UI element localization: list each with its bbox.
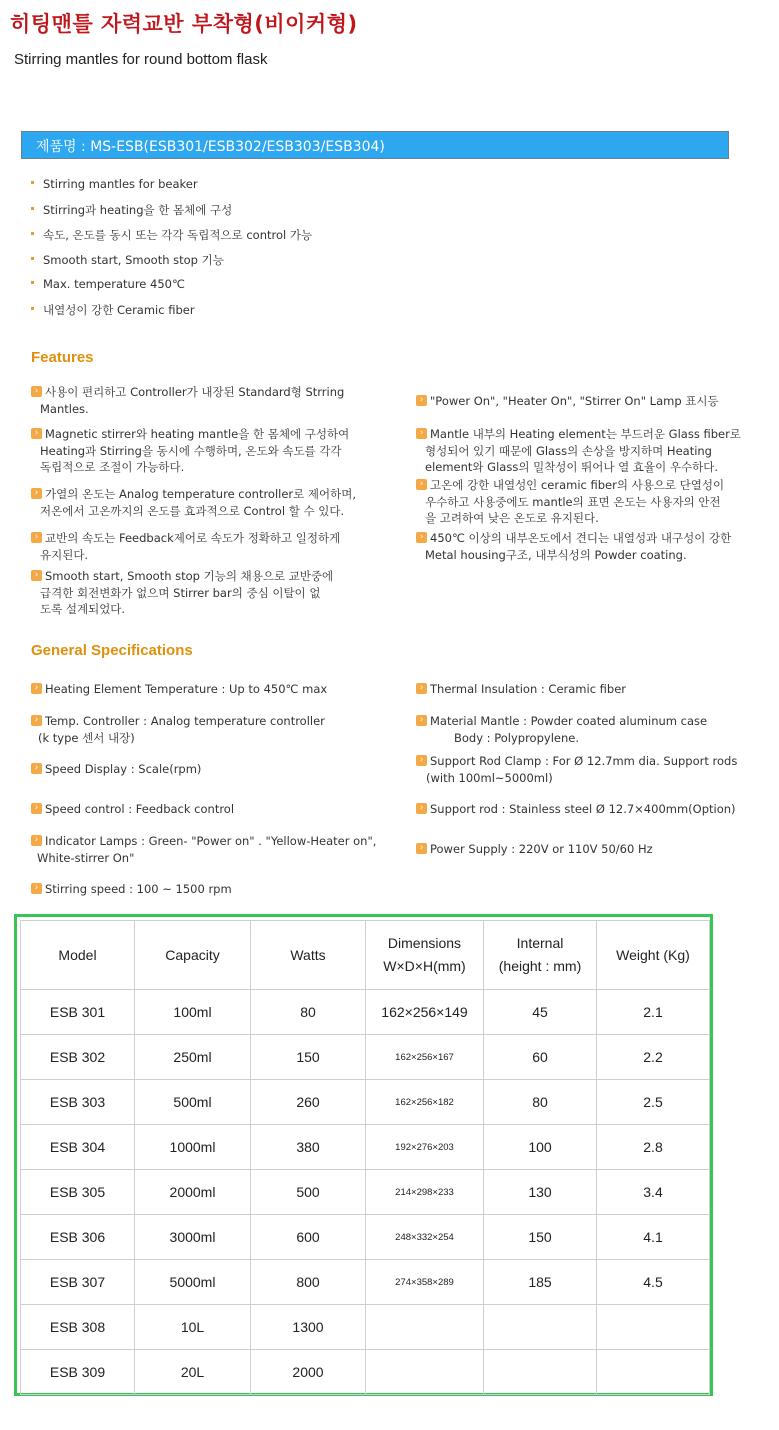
feature-item-line — [31, 443, 361, 460]
feature-item-line — [416, 510, 746, 527]
arrow-icon: › — [31, 488, 42, 499]
feature-item-line — [31, 384, 361, 401]
spec-item-text: Thermal Insulation : Ceramic fiber — [430, 682, 627, 696]
spec-item — [31, 833, 376, 866]
spec-item-line — [416, 841, 653, 858]
table-row — [21, 1035, 710, 1080]
column-header — [135, 921, 251, 990]
bullet-item — [31, 202, 232, 218]
feature-item-text: Mantles. — [40, 401, 89, 416]
spec-item — [416, 713, 707, 746]
table-cell — [484, 1305, 597, 1350]
feature-item-text: Smooth start, Smooth stop 기능의 채용으로 교반중에 — [45, 569, 334, 583]
feature-item — [31, 568, 361, 618]
feature-item-text: 고온에 강한 내열성인 ceramic fiber의 사용으로 단열성이 — [430, 478, 725, 492]
feature-item-line — [31, 585, 361, 602]
arrow-icon: › — [416, 683, 427, 694]
feature-item-line — [416, 547, 746, 564]
column-header — [251, 921, 366, 990]
spec-item-line — [31, 713, 325, 730]
model-name: 제품명 : MS-ESB(ESB301/ESB302/ESB303/ESB304) — [36, 139, 385, 155]
feature-item-line — [416, 530, 746, 547]
table-body — [21, 990, 710, 1395]
table-cell: 600 — [251, 1215, 366, 1260]
spec-table-frame — [14, 914, 713, 1396]
table-cell: 185 — [484, 1260, 597, 1305]
arrow-icon: › — [31, 835, 42, 846]
spec-item-text: Indicator Lamps : Green- "Power on" . "Yellow-Heater on", — [45, 834, 377, 848]
bullet-text: Stirring mantles for beaker — [43, 177, 198, 191]
bullet-item — [31, 252, 224, 268]
table-row — [21, 1080, 710, 1125]
spec-item-text: Speed Display : Scale(rpm) — [45, 762, 202, 776]
table-cell: ESB 306 — [21, 1215, 135, 1260]
spec-item-line — [31, 801, 234, 818]
arrow-icon: › — [31, 803, 42, 814]
arrow-icon: › — [31, 763, 42, 774]
table-cell — [366, 1350, 484, 1395]
arrow-icon: › — [31, 570, 42, 581]
arrow-icon: › — [416, 395, 427, 406]
bullet-dot — [31, 281, 34, 284]
table-cell: ESB 304 — [21, 1125, 135, 1170]
column-header — [597, 921, 710, 990]
arrow-icon: › — [416, 532, 427, 543]
table-cell: 162×256×167 — [366, 1035, 484, 1080]
table-row — [21, 1350, 710, 1395]
spec-item-text: Heating Element Temperature : Up to 450℃ max — [45, 682, 328, 696]
feature-item-line — [416, 426, 746, 443]
spec-table — [20, 920, 710, 1395]
spec-item-line — [416, 713, 707, 730]
spec-item-text: Temp. Controller : Analog temperature controller — [45, 714, 325, 728]
feature-item-text: 급격한 회전변화가 없으며 Stirrer bar의 중심 이탈이 없 — [40, 585, 321, 600]
table-cell: 150 — [484, 1215, 597, 1260]
bullet-item — [31, 302, 195, 318]
feature-item-text: 교반의 속도는 Feedback제어로 속도가 정확하고 일정하게 — [45, 531, 341, 545]
spec-item — [31, 801, 234, 818]
table-cell: 162×256×182 — [366, 1080, 484, 1125]
feature-item-text: 가열의 온도는 Analog temperature controller로 제어하며, — [45, 487, 357, 501]
bullet-dot — [31, 257, 34, 260]
feature-item-text: element와 Glass의 밀착성이 뛰어나 열 효율이 우수하다. — [425, 460, 718, 474]
table-row — [21, 1260, 710, 1305]
table-cell: ESB 307 — [21, 1260, 135, 1305]
table-cell — [597, 1305, 710, 1350]
spec-item-line — [31, 833, 376, 850]
feature-item-text: 450℃ 이상의 내부온도에서 견디는 내열성과 내구성이 강한 — [430, 531, 732, 545]
bullet-text: Stirring과 heating을 한 몸체에 구성 — [43, 203, 233, 217]
spec-item — [31, 881, 232, 898]
spec-item-line — [416, 753, 737, 770]
spec-item — [416, 681, 626, 698]
table-cell: 150 — [251, 1035, 366, 1080]
feature-item-line — [31, 401, 361, 418]
feature-item-text: Heating과 Stirring을 동시에 수행하며, 온도와 속도를 각각 — [40, 443, 342, 458]
bullet-text: Smooth start, Smooth stop 기능 — [43, 253, 224, 267]
specs-heading: General Specifications — [31, 642, 193, 659]
feature-item-line — [416, 393, 746, 410]
feature-item — [31, 486, 361, 519]
column-header — [366, 921, 484, 990]
table-cell — [597, 1350, 710, 1395]
feature-item-text: 형성되어 있기 때문에 Glass의 손상을 방지하며 Heating — [425, 443, 712, 458]
bullet-text: 내열성이 강한 Ceramic fiber — [43, 303, 195, 317]
column-header-text: Model — [58, 946, 97, 963]
spec-item-line — [31, 761, 201, 778]
table-cell: 1000ml — [135, 1125, 251, 1170]
table-cell: 100 — [484, 1125, 597, 1170]
model-name-bar — [21, 131, 729, 159]
table-cell: 162×256×149 — [366, 990, 484, 1035]
spec-item — [416, 841, 653, 858]
arrow-icon: › — [416, 479, 427, 490]
feature-item-line — [31, 486, 361, 503]
column-header-text: Watts — [290, 946, 326, 963]
feature-item-text: 도록 설계되었다. — [40, 602, 126, 616]
feature-item-text: 독립적으로 조절이 가능하다. — [40, 460, 185, 474]
bullet-dot — [31, 207, 34, 210]
spec-item-line — [31, 881, 232, 898]
table-cell: 250ml — [135, 1035, 251, 1080]
spec-item-line — [31, 730, 325, 747]
spec-item-text: Speed control : Feedback control — [45, 802, 235, 816]
spec-item — [416, 753, 737, 786]
spec-item-line — [31, 681, 327, 698]
feature-item — [416, 426, 746, 476]
table-cell: ESB 302 — [21, 1035, 135, 1080]
table-cell: 5000ml — [135, 1260, 251, 1305]
page-subtitle: Stirring mantles for round bottom flask — [14, 51, 268, 68]
spec-item-line — [416, 770, 737, 787]
spec-item-text: (with 100ml~5000ml) — [426, 770, 553, 785]
table-cell: ESB 305 — [21, 1170, 135, 1215]
feature-item-line — [416, 494, 746, 511]
column-header-text: Internal — [516, 935, 564, 951]
bullet-text: 속도, 온도를 동시 또는 각각 독립적으로 control 가능 — [43, 228, 313, 242]
column-header — [21, 921, 135, 990]
bullet-dot — [31, 232, 34, 235]
table-cell: 274×358×289 — [366, 1260, 484, 1305]
table-cell: 800 — [251, 1260, 366, 1305]
table-cell: 100ml — [135, 990, 251, 1035]
table-cell: 500ml — [135, 1080, 251, 1125]
table-cell: 2000 — [251, 1350, 366, 1395]
spec-item — [31, 681, 327, 698]
spec-item-text: Stirring speed : 100 ~ 1500 rpm — [45, 882, 232, 896]
table-row — [21, 1215, 710, 1260]
table-row — [21, 990, 710, 1035]
arrow-icon: › — [416, 715, 427, 726]
column-header-text: Capacity — [165, 946, 220, 963]
feature-item-line — [31, 530, 361, 547]
feature-item-line — [416, 443, 746, 460]
bullet-dot — [31, 307, 34, 310]
spec-item-text: (k type 센서 내장) — [38, 730, 135, 745]
spec-item-line — [416, 681, 626, 698]
spec-item — [31, 713, 325, 746]
spec-item — [416, 801, 736, 818]
feature-item — [416, 530, 746, 563]
feature-item-line — [31, 568, 361, 585]
bullet-item — [31, 177, 198, 191]
table-cell: 4.1 — [597, 1215, 710, 1260]
feature-item — [31, 530, 361, 563]
features-heading: Features — [31, 349, 94, 366]
table-cell: 80 — [484, 1080, 597, 1125]
table-cell: ESB 301 — [21, 990, 135, 1035]
table-cell: ESB 308 — [21, 1305, 135, 1350]
table-cell: 500 — [251, 1170, 366, 1215]
feature-item — [416, 393, 746, 410]
table-cell — [366, 1305, 484, 1350]
table-cell: 380 — [251, 1125, 366, 1170]
feature-item-line — [416, 477, 746, 494]
table-cell: 192×276×203 — [366, 1125, 484, 1170]
feature-item-line — [31, 547, 361, 564]
table-cell: 1300 — [251, 1305, 366, 1350]
arrow-icon: › — [31, 386, 42, 397]
table-row — [21, 1125, 710, 1170]
table-cell: ESB 309 — [21, 1350, 135, 1395]
table-cell: 80 — [251, 990, 366, 1035]
feature-item-line — [31, 601, 361, 618]
table-header-row — [21, 921, 710, 990]
column-header — [484, 921, 597, 990]
bullet-item — [31, 277, 185, 291]
feature-item-text: 우수하고 사용중에도 mantle의 표면 온도는 사용자의 안전 — [425, 494, 721, 509]
arrow-icon: › — [416, 803, 427, 814]
feature-item-line — [31, 459, 361, 476]
table-cell: 45 — [484, 990, 597, 1035]
table-cell: 2.5 — [597, 1080, 710, 1125]
feature-item-text: "Power On", "Heater On", "Stirrer On" Lamp 표시등 — [430, 394, 719, 408]
table-cell: 214×298×233 — [366, 1170, 484, 1215]
spec-item-line — [31, 850, 376, 867]
page-title: 히팅맨틀 자력교반 부착형(비이커형) — [10, 12, 358, 36]
column-header-text: Dimensions — [387, 935, 462, 951]
arrow-icon: › — [416, 843, 427, 854]
table-cell: 3.4 — [597, 1170, 710, 1215]
table-row — [21, 1305, 710, 1350]
feature-item-text: Magnetic stirrer와 heating mantle을 한 몸체에 구성하여 — [45, 427, 350, 441]
feature-item-text: Mantle 내부의 Heating element는 부드러운 Glass fiber로 — [430, 427, 741, 441]
feature-item-text: 유지된다. — [40, 547, 89, 562]
table-cell: 2000ml — [135, 1170, 251, 1215]
column-header-text: W×D×H(mm) — [383, 958, 466, 974]
arrow-icon: › — [31, 883, 42, 894]
feature-item-text: 을 고려하여 낮은 온도로 유지된다. — [425, 511, 599, 525]
arrow-icon: › — [416, 428, 427, 439]
table-cell: 260 — [251, 1080, 366, 1125]
spec-item-line — [416, 730, 707, 747]
bullet-item — [31, 227, 312, 243]
feature-item-text: 사용이 편리하고 Controller가 내장된 Standard형 Strring — [45, 385, 345, 399]
spec-item-text: Material Mantle : Powder coated aluminum case — [430, 714, 708, 728]
spec-item-text: Support rod : Stainless steel Ø 12.7×400mm(Option) — [430, 802, 736, 816]
feature-item — [31, 384, 361, 417]
spec-item-text: Power Supply : 220V or 110V 50/60 Hz — [430, 842, 653, 856]
feature-item — [31, 426, 361, 476]
bullet-text: Max. temperature 450℃ — [43, 277, 185, 291]
column-header-text: (height : mm) — [498, 958, 582, 974]
feature-item-text: 저온에서 고온까지의 온도를 효과적으로 Control 할 수 있다. — [40, 503, 345, 518]
table-cell — [484, 1350, 597, 1395]
table-cell: ESB 303 — [21, 1080, 135, 1125]
feature-item-line — [416, 459, 746, 476]
arrow-icon: › — [31, 428, 42, 439]
column-header-text: Weight (Kg) — [616, 946, 690, 963]
arrow-icon: › — [416, 755, 427, 766]
feature-item-text: Metal housing구조, 내부식성의 Powder coating. — [425, 547, 687, 562]
spec-item-text: Support Rod Clamp : For Ø 12.7mm dia. Support rods — [430, 754, 738, 768]
arrow-icon: › — [31, 715, 42, 726]
spec-item — [31, 761, 201, 778]
table-row — [21, 1170, 710, 1215]
bullet-dot — [31, 181, 34, 184]
table-cell: 60 — [484, 1035, 597, 1080]
feature-item-line — [31, 426, 361, 443]
table-cell: 2.2 — [597, 1035, 710, 1080]
table-cell: 2.8 — [597, 1125, 710, 1170]
spec-item-text: White-stirrer On" — [37, 850, 135, 865]
table-cell: 3000ml — [135, 1215, 251, 1260]
feature-item-line — [31, 503, 361, 520]
table-cell: 10L — [135, 1305, 251, 1350]
feature-item — [416, 477, 746, 527]
arrow-icon: › — [31, 683, 42, 694]
spec-item-line — [416, 801, 736, 818]
arrow-icon: › — [31, 532, 42, 543]
table-cell: 248×332×254 — [366, 1215, 484, 1260]
table-cell: 20L — [135, 1350, 251, 1395]
table-cell: 4.5 — [597, 1260, 710, 1305]
spec-item-text: Body : Polypropylene. — [454, 730, 579, 745]
table-cell: 2.1 — [597, 990, 710, 1035]
table-cell: 130 — [484, 1170, 597, 1215]
